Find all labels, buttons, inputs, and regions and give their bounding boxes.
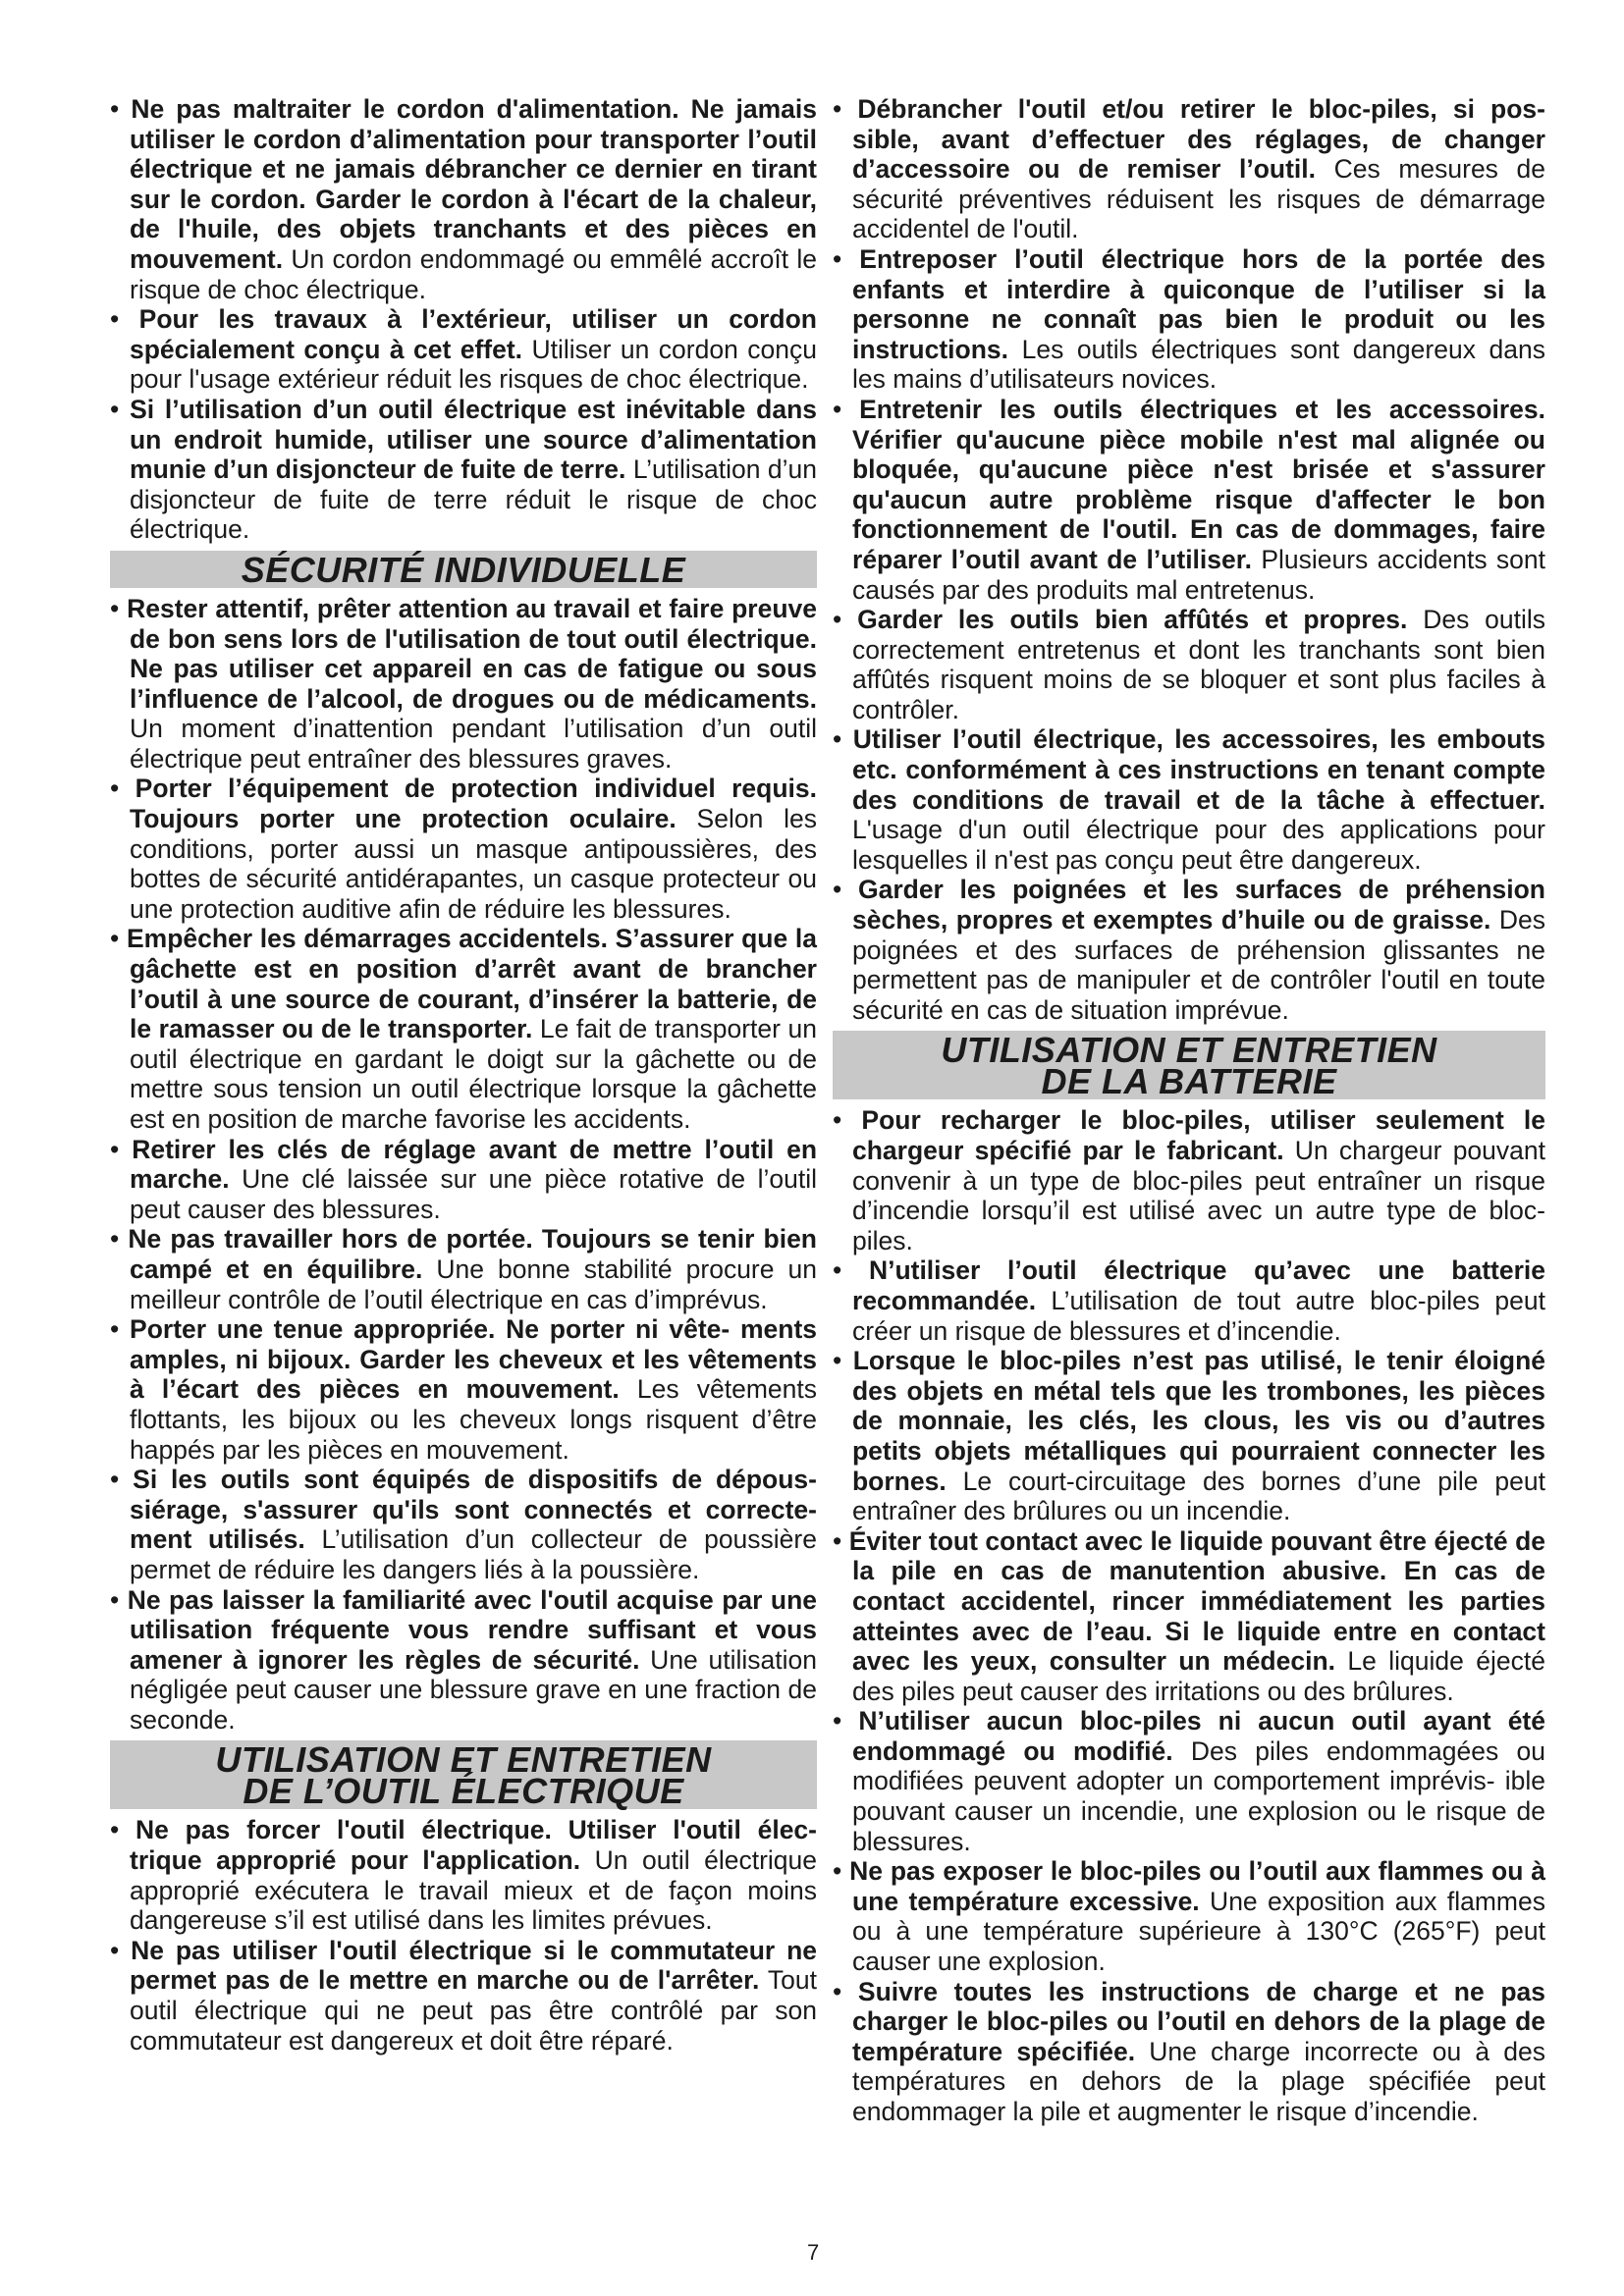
- safety-rule: [833, 1706, 1545, 1856]
- rule-explanation: Selon les conditions, porter aussi un masque antipoussières, des bottes de sécurité antidérapantes, un casque protecteur ou une protection auditive afin de réduire les blessures.: [130, 804, 817, 924]
- safety-rule: [110, 395, 817, 545]
- rule-heading: Entretenir les outils électriques et les accessoires. Vérifier qu'aucune pièce mobile n'est mal alignée ou bloquée, qu'aucune pièce n'est brisée et s'assurer qu'aucun autre problème risque d'affecter le bon fonctionnement de l'outil. En cas de dommages, faire réparer l’outil avant de l’utiliser.: [852, 394, 1545, 574]
- rule-heading: Garder les outils bien affûtés et propres.: [857, 605, 1408, 635]
- safety-rule: [110, 1585, 817, 1735]
- safety-rule: [833, 1346, 1545, 1526]
- rule-heading: Suivre toutes les instructions de charge et ne pas charger le bloc-piles ou l’outil en dehors de la plage de température spécifiée.: [852, 1976, 1545, 2066]
- bullet-icon: •: [833, 1706, 859, 1736]
- bullet-icon: •: [110, 1134, 133, 1164]
- safety-rule: [833, 1977, 1545, 2127]
- rule-heading: Garder les poignées et les surfaces de préhension sèches, propres et exemptes d’huile ou de graisse.: [852, 875, 1545, 935]
- rule-heading: Lorsque le bloc-piles n’est pas utilisé, le tenir éloigné des objets en métal tels que les trombones, les pièces de monnaie, les clés, les clous, les vis ou d’autres petits objets métalliques qui pourraient connecter les bornes.: [852, 1346, 1546, 1496]
- safety-rule: [833, 724, 1545, 875]
- bullet-icon: •: [110, 94, 132, 124]
- rule-explanation: Une exposition aux flammes ou à une température supérieure à 130°C (265°F) peut causer une explosion.: [852, 1886, 1545, 1977]
- bullet-icon: •: [110, 1935, 132, 1965]
- rule-explanation: L’utilisation de tout autre bloc-piles peut créer un risque de blessures et d’incendie.: [852, 1285, 1545, 1346]
- rule-explanation: Des poignées et des surfaces de préhension glissantes ne permettent pas de manipuler et de contrôler l'outil en toute sécurité en cas de situation imprévue.: [852, 905, 1545, 1025]
- safety-rule: [110, 1224, 817, 1314]
- bullet-icon: •: [833, 1105, 862, 1136]
- rule-heading: Ne pas utiliser l'outil électrique si le commutateur ne permet pas de le mettre en marche ou de l'arrêter.: [130, 1935, 817, 1996]
- rule-heading: Entreposer l’outil électrique hors de la portée des enfants et interdire à quiconque de l’utiliser si la personne ne connaît pas bien le produit ou les instructions.: [852, 243, 1545, 364]
- rule-heading: Ne pas maltraiter le cordon d'alimentation. Ne jamais utiliser le cordon d’alimentation pour transporter l’outil électrique et ne jamais débrancher ce dernier en tirant sur le cordon. Garder le cordon à l'écart de la chaleur, de l'huile, des objets tranchants et des pièces en mouvement.: [130, 94, 818, 274]
- safety-rule: [833, 1255, 1545, 1346]
- bullet-icon: •: [833, 875, 858, 905]
- bullet-icon: •: [833, 605, 858, 635]
- bullet-icon: •: [833, 394, 860, 424]
- safety-rule: [833, 1526, 1545, 1707]
- bullet-icon: •: [110, 774, 135, 804]
- rule-explanation: Un chargeur pouvant convenir à un type de bloc-piles peut entraîner un risque d’incendie lorsqu’il est utilisé avec un autre type de bloc-piles.: [852, 1136, 1545, 1255]
- safety-rule: [110, 94, 817, 304]
- rule-heading: Ne pas exposer le bloc-piles ou l’outil aux flammes ou à une température excessive.: [849, 1856, 1546, 1916]
- safety-rule: [110, 1815, 817, 1935]
- safety-rule: [833, 395, 1545, 605]
- bullet-icon: •: [110, 1224, 129, 1255]
- rule-heading: Pour recharger le bloc-piles, utiliser seulement le chargeur spécifié par le fabricant.: [852, 1105, 1545, 1165]
- rule-explanation: Tout outil électrique qui ne peut pas être contrôlé par son commutateur est dangereux et doit être réparé.: [130, 1965, 817, 2056]
- bullet-icon: •: [833, 1346, 853, 1376]
- rule-explanation: Une bonne stabilité procure un meilleur contrôle de l’outil électrique en cas d’imprévus.: [130, 1254, 818, 1314]
- safety-rule: [833, 1105, 1545, 1255]
- rule-explanation: Une clé laissée sur une pièce rotative de l’outil peut causer des blessures.: [130, 1164, 817, 1224]
- bullet-icon: •: [833, 1856, 850, 1887]
- rule-heading: Éviter tout contact avec le liquide pouvant être éjecté de la pile en cas de manutention abusive. En cas de contact accidentel, rincer immédiatement les parties atteintes avec de l’eau. Si le liquide entre en contact avec les yeux, consulter un médecin.: [848, 1525, 1545, 1677]
- safety-rule: [110, 774, 817, 924]
- rule-heading: N’utiliser l’outil électrique qu’avec une batterie recommandée.: [852, 1255, 1545, 1315]
- safety-rule: [833, 875, 1545, 1025]
- rule-heading: Rester attentif, prêter attention au travail et faire preuve de bon sens lors de l'utilisation de tout outil électrique. Ne pas utiliser cet appareil en cas de fatigue ou sous l’influence de l’alcool, de drogues ou de médicaments.: [127, 593, 818, 714]
- rule-heading: Si l’utilisation d’un outil électrique est inévitable dans un endroit humide, utiliser une source d’alimentation munie d’un disjoncteur de fuite de terre.: [130, 394, 817, 485]
- bullet-icon: •: [110, 593, 128, 623]
- rule-explanation: Ces mesures de sécurité préventives réduisent les risques de démarrage accidentel de l'outil.: [852, 154, 1545, 244]
- page-number: 7: [807, 2240, 820, 2265]
- bullet-icon: •: [833, 724, 853, 755]
- rule-explanation: Un moment d’inattention pendant l’utilisation d’un outil électrique peut entraîner des blessures graves.: [130, 714, 817, 774]
- rule-explanation: Le liquide éjecté des piles peut causer des irritations ou des brûlures.: [852, 1646, 1545, 1706]
- rule-explanation: Des piles endommagées ou modifiées peuvent adopter un comportement imprévis- ible pouvant causer un incendie, une explosion ou le risque de blessures.: [852, 1735, 1545, 1856]
- left-column: [110, 94, 817, 2056]
- bullet-icon: •: [110, 1314, 131, 1345]
- rule-heading: Débrancher l'outil et/ou retirer le bloc-piles, si pos- sible, avant d’effectuer des réglages, de changer d’accessoire ou de remiser l’outil.: [852, 94, 1545, 185]
- safety-rule: [833, 94, 1545, 244]
- bullet-icon: •: [110, 1465, 134, 1495]
- rule-heading: Porter une tenue appropriée. Ne porter ni vête- ments amples, ni bijoux. Garder les cheveux et les vêtements à l’écart des pièces en mouvement.: [130, 1314, 818, 1405]
- bullet-icon: •: [833, 1255, 869, 1286]
- rule-explanation: Le fait de transporter un outil électrique en gardant le doigt sur la gâchette ou de mettre sous tension un outil électrique lorsque la gâchette est en position de marche favorise les accidents.: [130, 1014, 817, 1134]
- rule-explanation: Plusieurs accidents sont causés par des produits mal entretenus.: [852, 544, 1546, 605]
- rule-explanation: Une utilisation négligée peut causer une blessure grave en une fraction de seconde.: [130, 1644, 817, 1735]
- section-heading: [110, 1739, 817, 1812]
- safety-rule: [833, 1856, 1545, 1976]
- rule-heading: Si les outils sont équipés de dispositifs de dépous- siérage, s'assurer qu'ils sont connectés et correcte- ment utilisés.: [130, 1465, 817, 1555]
- bullet-icon: •: [833, 94, 858, 124]
- bullet-icon: •: [110, 1584, 128, 1615]
- rule-heading: Ne pas travailler hors de portée. Toujours se tenir bien campé et en équilibre.: [128, 1224, 817, 1284]
- section-heading: [110, 551, 817, 588]
- rule-explanation: Une charge incorrecte ou à des températures en dehors de la plage spécifiée peut endommager la pile et augmenter le risque d’incendie.: [852, 2036, 1546, 2126]
- rule-heading: Retirer les clés de réglage avant de mettre l’outil en marche.: [130, 1134, 818, 1195]
- section-heading-line: UTILISATION ET ENTRETIEN: [215, 1739, 712, 1781]
- safety-rule: [110, 924, 817, 1134]
- rule-explanation: Des outils correctement entretenus et dont les tranchants sont bien affûtés risquent moins de se bloquer et sont plus faciles à contrôler.: [852, 605, 1546, 724]
- safety-rule: [110, 304, 817, 395]
- bullet-icon: •: [110, 304, 139, 335]
- rule-explanation: L'usage d'un outil électrique pour des applications pour lesquelles il n'est pas conçu peut être dangereux.: [852, 815, 1545, 875]
- rule-heading: Empêcher les démarrages accidentels. S’assurer que la gâchette est en position d’arrêt avant de brancher l’outil à une source de courant, d’insérer la batterie, de le ramasser ou de le transporter.: [126, 924, 818, 1044]
- section-heading-line: SÉCURITÉ INDIVIDUELLE: [241, 549, 686, 590]
- rule-explanation: Les vêtements flottants, les bijoux ou les cheveux longs risquent d’être happés par les pièces en mouvement.: [130, 1374, 818, 1465]
- rule-explanation: Un outil électrique approprié exécutera le travail mieux et de façon moins dangereuse s’il est utilisé dans les limites prévues.: [130, 1845, 817, 1936]
- rule-heading: Utiliser l’outil électrique, les accessoires, les embouts etc. conformément à ces instructions en tenant compte des conditions de travail et de la tâche à effectuer.: [852, 724, 1546, 815]
- right-column: [833, 94, 1545, 2127]
- bullet-icon: •: [833, 1525, 849, 1556]
- section-heading-line: DE LA BATTERIE: [1041, 1061, 1337, 1102]
- bullet-icon: •: [110, 394, 131, 424]
- rule-heading: Ne pas laisser la familiarité avec l'outil acquise par une utilisation fréquente vous rendre suffisant et vous amener à ignorer les règles de sécurité.: [127, 1584, 817, 1675]
- rule-explanation: Utiliser un cordon conçu pour l'usage extérieur réduit les risques de choc électrique.: [130, 334, 817, 395]
- section-heading-line: UTILISATION ET ENTRETIEN: [941, 1030, 1437, 1071]
- safety-rule: [110, 1135, 817, 1225]
- safety-rule: [110, 1314, 817, 1465]
- rule-explanation: Un cordon endommagé ou emmêlé accroît le risque de choc électrique.: [130, 243, 817, 304]
- safety-rule: [833, 244, 1545, 395]
- safety-rule: [110, 594, 817, 774]
- rule-explanation: Les outils électriques sont dangereux dans les mains d’utilisateurs novices.: [852, 334, 1545, 395]
- rule-heading: N’utiliser aucun bloc-piles ni aucun outil ayant été endommagé ou modifié.: [852, 1706, 1545, 1766]
- bullet-icon: •: [833, 243, 860, 274]
- rule-heading: Pour les travaux à l’extérieur, utiliser un cordon spécialement conçu à cet effet.: [130, 304, 817, 364]
- rule-heading: Ne pas forcer l'outil électrique. Utiliser l'outil élec- trique approprié pour l'application.: [130, 1815, 817, 1876]
- safety-rule: [833, 605, 1545, 724]
- bullet-icon: •: [110, 924, 127, 954]
- safety-rule: [110, 1936, 817, 2056]
- section-heading-line: DE L’OUTIL ÉLECTRIQUE: [243, 1771, 684, 1812]
- bullet-icon: •: [110, 1815, 136, 1845]
- rule-heading: Porter l’équipement de protection individuel requis. Toujours porter une protection oculaire.: [130, 774, 818, 834]
- bullet-icon: •: [833, 1976, 858, 2006]
- section-heading: [833, 1030, 1545, 1102]
- rule-explanation: L’utilisation d’un collecteur de poussière permet de réduire les dangers liés à la poussière.: [130, 1524, 817, 1584]
- rule-explanation: L’utilisation d’un disjoncteur de fuite de terre réduit le risque de choc électrique.: [130, 454, 817, 545]
- rule-explanation: Le court-circuitage des bornes d’une pile peut entraîner des brûlures ou un incendie.: [852, 1466, 1545, 1526]
- safety-rule: [110, 1465, 817, 1584]
